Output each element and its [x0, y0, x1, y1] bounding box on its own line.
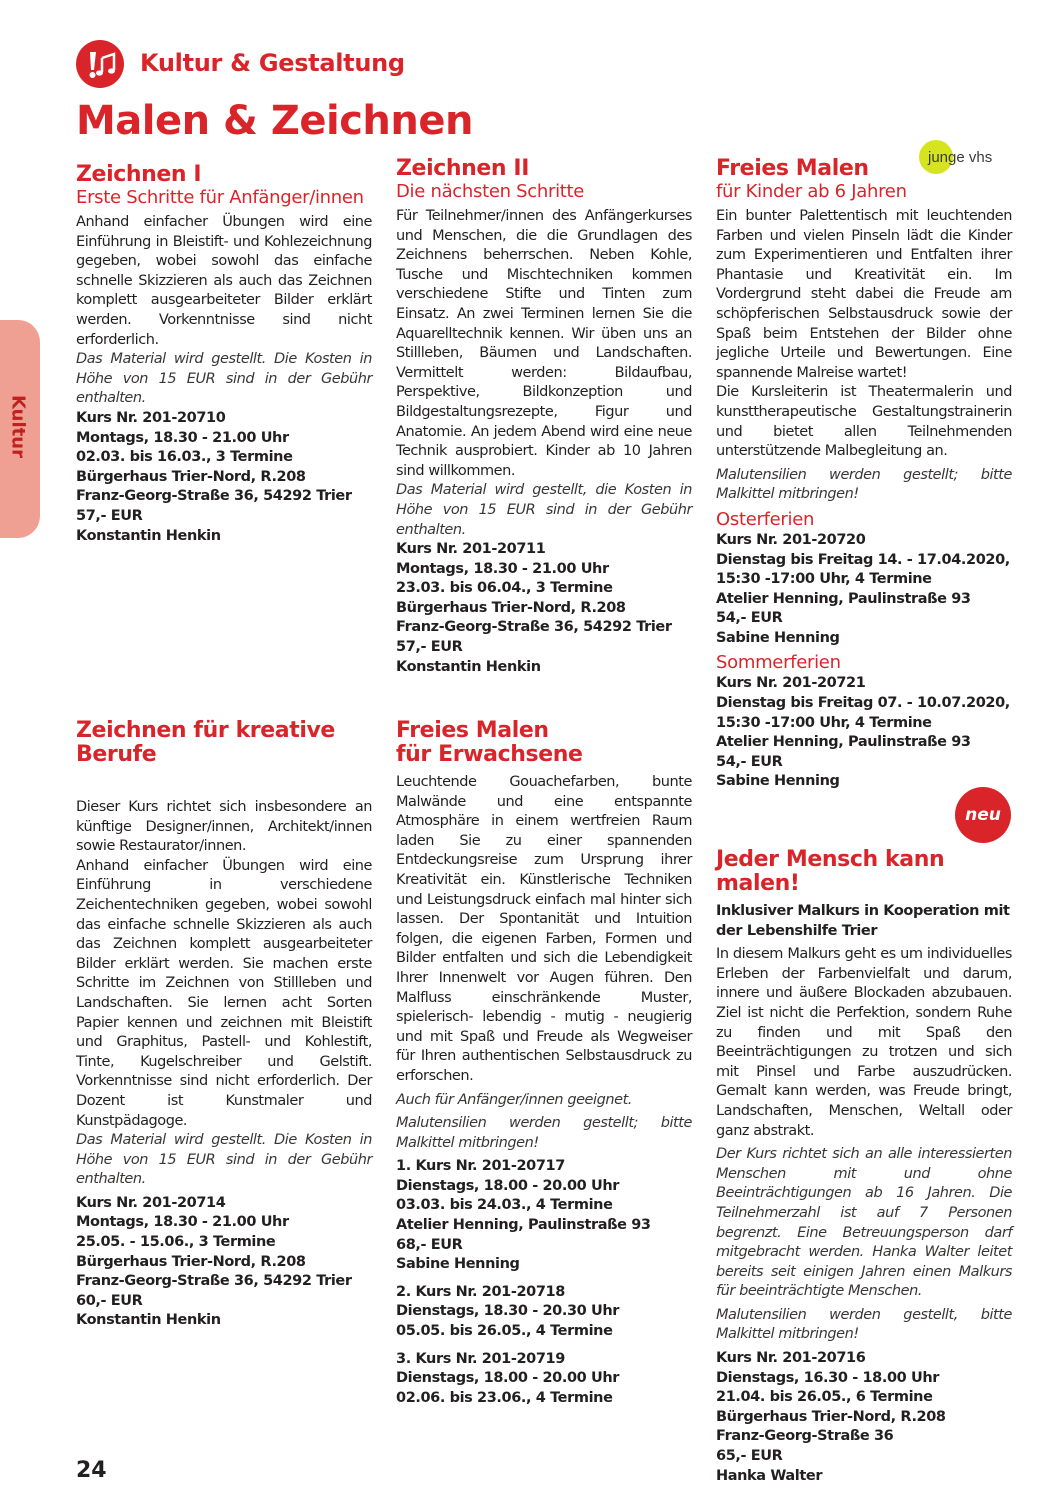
course-description: Ein bunter Palettentisch mit leuchtenden Farben und vielen Pinseln lädt die Kinder zum Experimentieren und Entfalten ihrer Phantasie und Kreativität ein. Im Vordergrund steht dabei die Freude am schöpferischen Selbstausdruck sowie der Spaß beim Entstehen der Bilder ohne jegliche Urteile und Bewertungen. Eine spannende Malreise wartet! [716, 208, 1012, 381]
course-number: Kurs Nr. 201-20710 [76, 409, 226, 426]
course-description: Anhand einfacher Übungen wird eine Einführung in Bleistift- und Kohlezeichnung gegeben, wobei sowohl das einfache schnelle Skizzieren als auch das Zeichnen komplett ausgearbeiteter Bilder erklärt werden. Vorkenntnisse sind nicht erforderlich. [76, 214, 372, 348]
course-description: In diesem Malkurs geht es um individuelles Erleben der Farbenvielfalt und darum, innere und äußere Blockaden abzubauen. Ziel ist nicht die Perfektion, sondern Ruhe zu finden und mit Spaß den Beeinträchtigungen zu trotzen und sich mit Pinsel und Farbe auszudrücken. Gemalt kann werden, was Freude bringt, Landschaften, Menschen, Weltall oder ganz abstrakt. [716, 946, 1012, 1139]
course-title: Zeichnen II [396, 156, 529, 181]
course-address: Franz-Georg-Straße 36, 54292 Trier [76, 1273, 352, 1290]
course-title: Zeichnen I [76, 162, 202, 187]
session-label-osterferien: Osterferien [716, 508, 815, 530]
course-description: Leuchtende Gouachefarben, bunte Malwände und eine entspannte Atmosphäre in einem wertfreien Raum laden Sie zu einer spannenden Entdeckungsreise zum Ursprung ihrer Kreativität ein. Künstlerische Techniken und Leistungsdruck einfach mal hinter sich lassen. Der Spontanität und Intuition folgen, die eigenen Farben, Formen und Bilder entfalten und sich die Lebendigkeit Ihrer Innenwelt vor Augen führen. Den Malfluss einschränkende Muster, spielerisch- lebendig - mutig - neugierig und mit Spaß und Freude als Wegweiser für Ihren authentischen Selbstausdruck zu erforschen. [396, 774, 692, 1084]
course-info [76, 1194, 372, 1331]
course-location: Bürgerhaus Trier-Nord, R.208 [716, 1408, 946, 1425]
course-note: Das Material wird gestellt. Die Kosten in Höhe von 15 EUR sind in der Gebühr enthalten. [76, 1132, 372, 1188]
course-description: Dieser Kurs richtet sich insbesondere an künftige Designer/innen, Architekt/innen sowie Restaurator/innen. [76, 799, 372, 855]
course-schedule: Montags, 18.30 - 21.00 Uhr [396, 560, 609, 577]
course-info [76, 409, 372, 546]
course-number: Kurs Nr. 201-20716 [716, 1350, 866, 1367]
course-title: Zeichnen für kreative Berufe [76, 718, 335, 767]
course-zeichnen-2 [396, 157, 692, 677]
course-teacher: Sabine Henning [716, 629, 840, 646]
course-dates: 05.05. bis 26.05., 4 Termine [396, 1323, 613, 1340]
course-number: Kurs Nr. 201-20711 [396, 541, 546, 558]
course-price: 60,- EUR [76, 1292, 143, 1309]
course-location: Bürgerhaus Trier-Nord, R.208 [76, 1253, 306, 1270]
course-teacher: Sabine Henning [716, 773, 840, 790]
course-schedule: Montags, 18.30 - 21.00 Uhr [76, 429, 289, 446]
course-dates: 25.05. - 15.06., 3 Termine [76, 1234, 276, 1251]
course-subtitle: Erste Schritte für Anfänger/innen [76, 187, 364, 208]
course-kreative-berufe [76, 719, 372, 1331]
course-times: 15:30 -17:00 Uhr, 4 Termine [716, 571, 932, 588]
course-info [396, 540, 692, 677]
section-logo [76, 40, 124, 88]
course-dates: 02.03. bis 16.03., 3 Termine [76, 449, 293, 466]
course-teacher: Hanka Walter [716, 1467, 823, 1484]
course-address: Franz-Georg-Straße 36, 54292 Trier [396, 619, 672, 636]
course-price: 65,- EUR [716, 1448, 783, 1465]
course-price: 54,- EUR [716, 610, 783, 627]
course-title: Jeder Mensch kann malen! [716, 847, 945, 896]
course-subtitle: Die nächsten Schritte [396, 181, 585, 202]
course-schedule: Dienstags, 18.30 - 20.30 Uhr [396, 1303, 620, 1320]
course-price: 57,- EUR [396, 639, 463, 656]
course-schedule: Dienstags, 18.00 - 20.00 Uhr [396, 1370, 620, 1387]
course-dates: 21.04. bis 26.05., 6 Termine [716, 1389, 933, 1406]
course-run-1 [396, 1157, 692, 1275]
course-note-2: Malutensilien werden gestellt, bitte Malkittel mitbringen! [716, 1306, 1012, 1343]
course-description: Für Teilnehmer/innen des Anfängerkurses und Menschen, die die Grundlagen des Zeichnens beherrschen. Neben Kohle, Tusche und Mischtechniken kommen verschiedene Stifte und Tinten zum Einsatz. An zwei Terminen lernen Sie die Aquarelltechnik kennen. Wir üben uns an Stillleben, Bäumen und Landschaften. Vermittelt werden: Bildaufbau, Perspektive, Bildkonzeption und Bildgestaltungsrezepte, Figur und Anatomie. An jedem Abend wird eine neue Technik ausprobiert. Kinder ab 10 Jahren sind willkommen. [396, 208, 692, 479]
course-freies-malen-kinder [716, 157, 1012, 792]
course-note: Auch für Anfänger/innen geeignet. [396, 1091, 632, 1108]
course-schedule: Montags, 18.30 - 21.00 Uhr [76, 1214, 289, 1231]
course-location: Bürgerhaus Trier-Nord, R.208 [76, 468, 306, 485]
course-location: Bürgerhaus Trier-Nord, R.208 [396, 599, 626, 616]
course-number: Kurs Nr. 201-20721 [716, 675, 866, 692]
course-note: Das Material wird gestellt. Die Kosten in Höhe von 15 EUR sind in der Gebühr enthalten. [76, 351, 372, 407]
course-title: Freies Malen [716, 156, 869, 181]
page-number: 24 [76, 1458, 107, 1483]
course-note-2: Malutensilien werden gestellt; bitte Malkittel mitbringen! [396, 1115, 692, 1151]
course-freies-malen-erwachsene [396, 719, 692, 1408]
new-badge: neu [955, 787, 1011, 843]
course-dates: 02.06. bis 23.06., 4 Termine [396, 1389, 613, 1406]
course-teacher: Sabine Henning [396, 1256, 520, 1273]
course-subtitle: für Kinder ab 6 Jahren [716, 181, 907, 202]
course-note: Das Material wird gestellt, die Kosten in Höhe von 15 EUR sind in der Gebühr enthalten. [396, 482, 692, 538]
course-schedule: Dienstag bis Freitag 07. - 10.07.2020, [716, 695, 1010, 712]
course-number: 2. Kurs Nr. 201-20718 [396, 1283, 565, 1300]
course-schedule: Dienstag bis Freitag 14. - 17.04.2020, [716, 551, 1010, 568]
course-number: 1. Kurs Nr. 201-20717 [396, 1158, 565, 1175]
course-address: Franz-Georg-Straße 36, 54292 Trier [76, 488, 352, 505]
course-title-line-2: für Erwachsene [396, 742, 583, 767]
course-zeichnen-1 [76, 163, 372, 546]
page-title: Malen & Zeichnen [76, 98, 473, 144]
course-run-3 [396, 1350, 692, 1409]
course-description-2: Die Kursleiterin ist Theatermalerin und kunsttherapeutische Gestaltungstrainerin und bietet allen Teilnehmenden unterstützende Malbegleitung an. [716, 384, 1012, 460]
course-price: 54,- EUR [716, 753, 783, 770]
course-number: Kurs Nr. 201-20714 [76, 1194, 226, 1211]
course-teacher: Konstantin Henkin [396, 658, 541, 675]
course-teacher: Konstantin Henkin [76, 527, 221, 544]
course-jeder-mensch [716, 848, 1012, 1486]
junge-vhs-text: junge vhs [928, 149, 993, 166]
course-note: Malutensilien werden gestellt; bitte Malkittel mitbringen! [716, 466, 1012, 503]
course-location: Atelier Henning, Paulinstraße 93 [396, 1217, 651, 1234]
course-price: 57,- EUR [76, 507, 143, 524]
section-label: Kultur & Gestaltung [140, 49, 405, 77]
course-location: Atelier Henning, Paulinstraße 93 [716, 734, 971, 751]
side-tab-label: Kultur [7, 395, 29, 458]
course-location: Atelier Henning, Paulinstraße 93 [716, 590, 971, 607]
course-schedule: Dienstags, 18.00 - 20.00 Uhr [396, 1177, 620, 1194]
session-info-osterferien [716, 531, 1012, 649]
course-description-2: Anhand einfacher Übungen wird eine Einführung in verschiedene Zeichentechniken gegeben, wobei sowohl das einfache schnelle Skizzieren als auch das Zeichnen komplett ausgearbeiteter Bilder erklärt werden. Sie machen erste Schritte im Zeichnen von Stillleben und Landschaften. Sie lernen acht Sorten Papier kennen und zeichnen mit Bleistift und Graphitus, Pastell- und Kohlestift, Tinte, Kugelschreiber und Gelstift. Vorkenntnisse sind nicht erforderlich. Der Dozent ist Kunstmaler und Kunstpädagoge. [76, 857, 372, 1129]
course-address: Franz-Georg-Straße 36 [716, 1428, 894, 1445]
course-title-line-1: Freies Malen [396, 718, 549, 743]
course-info [716, 1349, 1012, 1486]
music-palette-icon [76, 40, 124, 88]
course-price: 68,- EUR [396, 1236, 463, 1253]
course-number: 3. Kurs Nr. 201-20719 [396, 1350, 565, 1367]
course-schedule: Dienstags, 16.30 - 18.00 Uhr [716, 1369, 940, 1386]
course-number: Kurs Nr. 201-20720 [716, 531, 866, 548]
course-dates: 23.03. bis 06.04., 3 Termine [396, 580, 613, 597]
course-times: 15:30 -17:00 Uhr, 4 Termine [716, 714, 932, 731]
session-label-sommerferien: Sommerferien [716, 652, 841, 674]
course-lead: Inklusiver Malkurs in Kooperation mit der Lebenshilfe Trier [716, 903, 1010, 939]
course-run-2 [396, 1283, 692, 1342]
session-info-sommerferien [716, 674, 1012, 792]
course-dates: 03.03. bis 24.03., 4 Termine [396, 1197, 613, 1214]
course-note: Der Kurs richtet sich an alle interessierten Menschen mit und ohne Beeinträchtigungen ab 16 Jahren. Die Teilnehmerzahl ist auf 7 Personen begrenzt. Eine Betreuungsperson darf mitgebracht werden. Hanka Walter leitet bereits seit einigen Jahren einen Malkurs für beeinträchtigte Menschen. [716, 1146, 1012, 1300]
course-teacher: Konstantin Henkin [76, 1312, 221, 1329]
